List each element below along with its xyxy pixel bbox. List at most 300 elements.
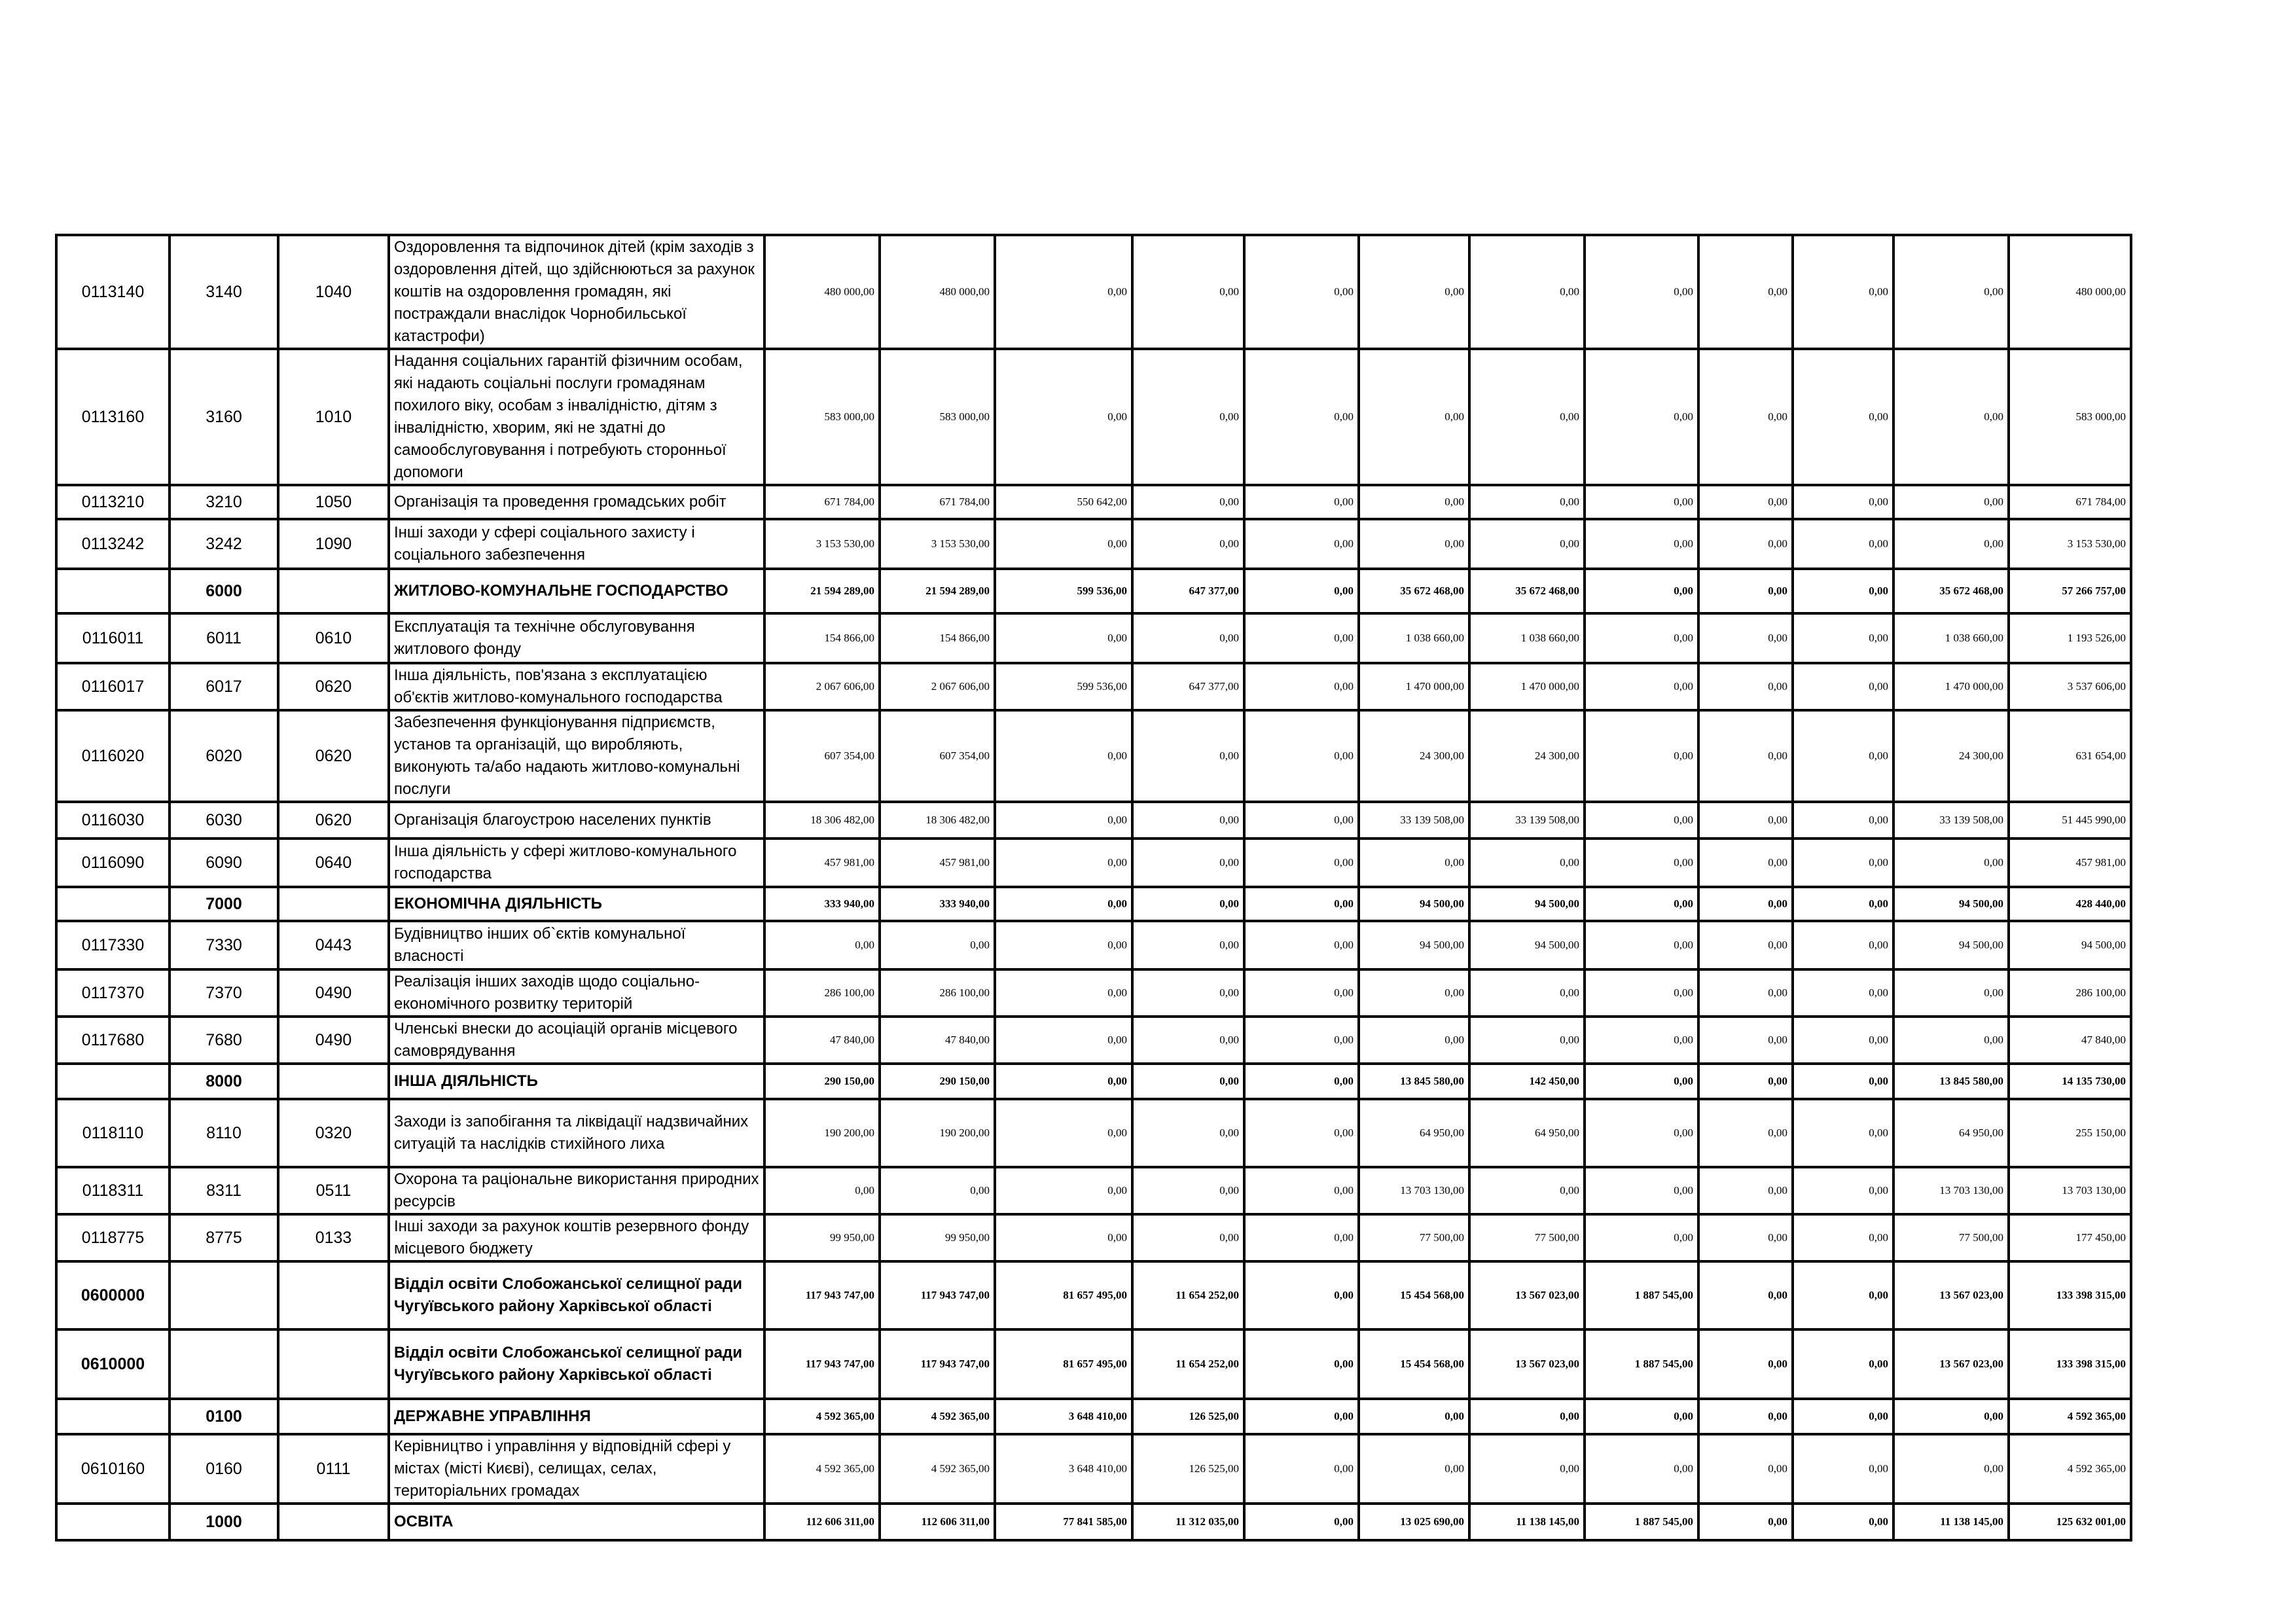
kfkvk-code-cell <box>278 1064 389 1099</box>
kfkvk-code-cell <box>278 887 389 921</box>
amount-cell: 0,00 <box>1793 613 1893 663</box>
kfkvk-code-cell <box>278 1399 389 1434</box>
amount-cell: 0,00 <box>1585 349 1698 485</box>
amount-cell: 81 657 495,00 <box>995 1261 1132 1329</box>
amount-cell: 0,00 <box>1585 1434 1698 1504</box>
kfk-code-cell: 1000 <box>170 1504 278 1540</box>
amount-cell: 0,00 <box>1359 1399 1469 1434</box>
amount-cell: 583 000,00 <box>2009 349 2131 485</box>
amount-cell: 64 950,00 <box>1469 1099 1585 1167</box>
kfkvk-code-cell <box>278 569 389 613</box>
amount-cell: 0,00 <box>1359 519 1469 569</box>
amount-cell: 117 943 747,00 <box>880 1261 995 1329</box>
amount-cell: 0,00 <box>1698 235 1793 349</box>
amount-cell: 117 943 747,00 <box>764 1329 880 1399</box>
amount-cell: 0,00 <box>1132 887 1244 921</box>
amount-cell: 94 500,00 <box>1359 921 1469 969</box>
amount-cell: 94 500,00 <box>1893 887 2009 921</box>
amount-cell: 0,00 <box>1132 613 1244 663</box>
amount-cell: 0,00 <box>1359 839 1469 887</box>
program-code-cell: 0116030 <box>56 802 170 839</box>
amount-cell: 51 445 990,00 <box>2009 802 2131 839</box>
amount-cell: 1 887 545,00 <box>1585 1261 1698 1329</box>
kfkvk-code-cell: 1010 <box>278 349 389 485</box>
kfkvk-code-cell <box>278 1504 389 1540</box>
amount-cell: 1 470 000,00 <box>1893 663 2009 710</box>
amount-cell: 0,00 <box>1793 839 1893 887</box>
amount-cell: 13 703 130,00 <box>2009 1167 2131 1214</box>
budget-table <box>55 234 2132 1542</box>
amount-cell: 125 632 001,00 <box>2009 1504 2131 1540</box>
table-row <box>56 569 2131 613</box>
program-name-cell: Інша діяльність, пов'язана з експлуатацією об'єктів житлово-комунального господарства <box>389 663 764 710</box>
program-name-cell: Інші заходи за рахунок коштів резервного фонду місцевого бюджету <box>389 1214 764 1261</box>
kfkvk-code-cell: 0490 <box>278 1017 389 1064</box>
amount-cell: 3 153 530,00 <box>764 519 880 569</box>
kfkvk-code-cell: 1050 <box>278 485 389 519</box>
amount-cell: 0,00 <box>1793 710 1893 802</box>
kfkvk-code-cell: 0511 <box>278 1167 389 1214</box>
amount-cell: 0,00 <box>995 969 1132 1017</box>
amount-cell: 457 981,00 <box>764 839 880 887</box>
amount-cell: 0,00 <box>1244 1064 1359 1099</box>
amount-cell: 1 887 545,00 <box>1585 1329 1698 1399</box>
kfkvk-code-cell <box>278 1329 389 1399</box>
amount-cell: 0,00 <box>1698 802 1793 839</box>
amount-cell: 13 567 023,00 <box>1469 1329 1585 1399</box>
program-code-cell <box>56 887 170 921</box>
amount-cell: 671 784,00 <box>764 485 880 519</box>
program-code-cell: 0610000 <box>56 1329 170 1399</box>
amount-cell: 0,00 <box>1793 349 1893 485</box>
kfkvk-code-cell: 1090 <box>278 519 389 569</box>
kfkvk-code-cell: 0620 <box>278 802 389 839</box>
amount-cell: 0,00 <box>1698 1064 1793 1099</box>
amount-cell: 3 537 606,00 <box>2009 663 2131 710</box>
amount-cell: 0,00 <box>1244 1504 1359 1540</box>
amount-cell: 0,00 <box>1793 1504 1893 1540</box>
amount-cell: 0,00 <box>1793 1261 1893 1329</box>
amount-cell: 290 150,00 <box>764 1064 880 1099</box>
amount-cell: 0,00 <box>995 887 1132 921</box>
amount-cell: 0,00 <box>1132 235 1244 349</box>
amount-cell: 0,00 <box>1244 802 1359 839</box>
amount-cell: 480 000,00 <box>2009 235 2131 349</box>
amount-cell: 0,00 <box>1793 1064 1893 1099</box>
amount-cell: 0,00 <box>1793 1329 1893 1399</box>
amount-cell: 0,00 <box>1244 235 1359 349</box>
kfkvk-code-cell <box>278 1261 389 1329</box>
amount-cell: 13 025 690,00 <box>1359 1504 1469 1540</box>
amount-cell: 0,00 <box>1585 802 1698 839</box>
amount-cell: 13 567 023,00 <box>1469 1261 1585 1329</box>
amount-cell: 0,00 <box>1698 839 1793 887</box>
kfkvk-code-cell: 0610 <box>278 613 389 663</box>
amount-cell: 0,00 <box>1893 349 2009 485</box>
amount-cell: 154 866,00 <box>880 613 995 663</box>
amount-cell: 0,00 <box>1698 1329 1793 1399</box>
amount-cell: 94 500,00 <box>1469 921 1585 969</box>
kfk-code-cell: 6000 <box>170 569 278 613</box>
amount-cell: 0,00 <box>1585 887 1698 921</box>
program-name-cell: Організація благоустрою населених пунктів <box>389 802 764 839</box>
amount-cell: 4 592 365,00 <box>2009 1434 2131 1504</box>
amount-cell: 126 525,00 <box>1132 1434 1244 1504</box>
program-code-cell: 0116090 <box>56 839 170 887</box>
amount-cell: 0,00 <box>1793 802 1893 839</box>
amount-cell: 0,00 <box>1793 1167 1893 1214</box>
amount-cell: 0,00 <box>1359 485 1469 519</box>
amount-cell: 0,00 <box>1793 485 1893 519</box>
kfk-code-cell: 6017 <box>170 663 278 710</box>
amount-cell: 0,00 <box>1244 839 1359 887</box>
amount-cell: 0,00 <box>880 1167 995 1214</box>
kfk-code-cell: 6011 <box>170 613 278 663</box>
amount-cell: 35 672 468,00 <box>1893 569 2009 613</box>
kfk-code-cell: 3160 <box>170 349 278 485</box>
program-code-cell <box>56 1064 170 1099</box>
amount-cell: 0,00 <box>1698 1214 1793 1261</box>
amount-cell: 142 450,00 <box>1469 1064 1585 1099</box>
amount-cell: 0,00 <box>1244 1329 1359 1399</box>
kfkvk-code-cell: 0640 <box>278 839 389 887</box>
amount-cell: 607 354,00 <box>764 710 880 802</box>
amount-cell: 0,00 <box>1585 1399 1698 1434</box>
table-row <box>56 235 2131 349</box>
kfk-code-cell: 6030 <box>170 802 278 839</box>
amount-cell: 0,00 <box>995 1017 1132 1064</box>
table-row <box>56 839 2131 887</box>
kfk-code-cell: 3140 <box>170 235 278 349</box>
kfkvk-code-cell: 0111 <box>278 1434 389 1504</box>
amount-cell: 13 703 130,00 <box>1359 1167 1469 1214</box>
amount-cell: 0,00 <box>1132 1214 1244 1261</box>
amount-cell: 11 312 035,00 <box>1132 1504 1244 1540</box>
amount-cell: 15 454 568,00 <box>1359 1329 1469 1399</box>
kfk-code-cell: 6090 <box>170 839 278 887</box>
amount-cell: 647 377,00 <box>1132 569 1244 613</box>
kfkvk-code-cell: 1040 <box>278 235 389 349</box>
amount-cell: 0,00 <box>1244 921 1359 969</box>
amount-cell: 0,00 <box>1698 1434 1793 1504</box>
amount-cell: 0,00 <box>1132 802 1244 839</box>
amount-cell: 77 500,00 <box>1359 1214 1469 1261</box>
amount-cell: 0,00 <box>1585 1064 1698 1099</box>
amount-cell: 0,00 <box>995 613 1132 663</box>
table-row <box>56 1504 2131 1540</box>
amount-cell: 333 940,00 <box>880 887 995 921</box>
amount-cell: 2 067 606,00 <box>764 663 880 710</box>
amount-cell: 0,00 <box>1244 613 1359 663</box>
amount-cell: 13 567 023,00 <box>1893 1261 2009 1329</box>
amount-cell: 0,00 <box>1244 1167 1359 1214</box>
amount-cell: 1 038 660,00 <box>1469 613 1585 663</box>
amount-cell: 0,00 <box>1244 1214 1359 1261</box>
table-row <box>56 663 2131 710</box>
table-row <box>56 1099 2131 1167</box>
amount-cell: 154 866,00 <box>764 613 880 663</box>
amount-cell: 290 150,00 <box>880 1064 995 1099</box>
kfk-code-cell: 7000 <box>170 887 278 921</box>
amount-cell: 133 398 315,00 <box>2009 1261 2131 1329</box>
amount-cell: 11 138 145,00 <box>1893 1504 2009 1540</box>
kfkvk-code-cell: 0620 <box>278 710 389 802</box>
kfk-code-cell: 8311 <box>170 1167 278 1214</box>
amount-cell: 47 840,00 <box>764 1017 880 1064</box>
amount-cell: 0,00 <box>1244 663 1359 710</box>
amount-cell: 0,00 <box>995 1099 1132 1167</box>
amount-cell: 133 398 315,00 <box>2009 1329 2131 1399</box>
amount-cell: 24 300,00 <box>1469 710 1585 802</box>
kfk-code-cell: 8775 <box>170 1214 278 1261</box>
amount-cell: 0,00 <box>1585 1099 1698 1167</box>
program-code-cell: 0118775 <box>56 1214 170 1261</box>
amount-cell: 0,00 <box>1469 235 1585 349</box>
program-code-cell: 0113210 <box>56 485 170 519</box>
amount-cell: 0,00 <box>1244 1261 1359 1329</box>
amount-cell: 0,00 <box>1244 1017 1359 1064</box>
table-row <box>56 1017 2131 1064</box>
amount-cell: 631 654,00 <box>2009 710 2131 802</box>
amount-cell: 333 940,00 <box>764 887 880 921</box>
kfk-code-cell: 0160 <box>170 1434 278 1504</box>
program-name-cell: Інша діяльність у сфері житлово-комунального господарства <box>389 839 764 887</box>
amount-cell: 190 200,00 <box>880 1099 995 1167</box>
amount-cell: 0,00 <box>1793 1434 1893 1504</box>
amount-cell: 64 950,00 <box>1359 1099 1469 1167</box>
amount-cell: 286 100,00 <box>764 969 880 1017</box>
amount-cell: 24 300,00 <box>1893 710 2009 802</box>
amount-cell: 4 592 365,00 <box>880 1399 995 1434</box>
amount-cell: 0,00 <box>995 235 1132 349</box>
table-row <box>56 1167 2131 1214</box>
kfk-code-cell <box>170 1329 278 1399</box>
amount-cell: 0,00 <box>1698 1167 1793 1214</box>
amount-cell: 99 950,00 <box>880 1214 995 1261</box>
amount-cell: 0,00 <box>1359 969 1469 1017</box>
amount-cell: 480 000,00 <box>880 235 995 349</box>
amount-cell: 2 067 606,00 <box>880 663 995 710</box>
amount-cell: 0,00 <box>995 710 1132 802</box>
amount-cell: 0,00 <box>1698 485 1793 519</box>
amount-cell: 0,00 <box>1698 569 1793 613</box>
amount-cell: 126 525,00 <box>1132 1399 1244 1434</box>
amount-cell: 1 470 000,00 <box>1469 663 1585 710</box>
amount-cell: 0,00 <box>1698 887 1793 921</box>
amount-cell: 0,00 <box>1585 519 1698 569</box>
amount-cell: 0,00 <box>1469 969 1585 1017</box>
amount-cell: 33 139 508,00 <box>1893 802 2009 839</box>
amount-cell: 3 648 410,00 <box>995 1399 1132 1434</box>
table-body <box>56 235 2131 1540</box>
program-name-cell: Охорона та раціональне використання природних ресурсів <box>389 1167 764 1214</box>
amount-cell: 0,00 <box>1585 485 1698 519</box>
amount-cell: 33 139 508,00 <box>1359 802 1469 839</box>
table-row <box>56 485 2131 519</box>
amount-cell: 0,00 <box>1244 710 1359 802</box>
amount-cell: 550 642,00 <box>995 485 1132 519</box>
amount-cell: 0,00 <box>1132 710 1244 802</box>
amount-cell: 0,00 <box>1469 485 1585 519</box>
amount-cell: 13 845 580,00 <box>1893 1064 2009 1099</box>
kfk-code-cell: 7680 <box>170 1017 278 1064</box>
table-row <box>56 710 2131 802</box>
amount-cell: 0,00 <box>1132 969 1244 1017</box>
table-row <box>56 613 2131 663</box>
amount-cell: 0,00 <box>1132 1017 1244 1064</box>
program-code-cell: 0610160 <box>56 1434 170 1504</box>
amount-cell: 1 887 545,00 <box>1585 1504 1698 1540</box>
program-code-cell: 0113140 <box>56 235 170 349</box>
kfk-code-cell: 6020 <box>170 710 278 802</box>
amount-cell: 0,00 <box>1359 349 1469 485</box>
program-name-cell: ДЕРЖАВНЕ УПРАВЛІННЯ <box>389 1399 764 1434</box>
amount-cell: 0,00 <box>1132 485 1244 519</box>
amount-cell: 0,00 <box>1132 839 1244 887</box>
kfk-code-cell: 0100 <box>170 1399 278 1434</box>
amount-cell: 94 500,00 <box>1893 921 2009 969</box>
amount-cell: 0,00 <box>1132 1167 1244 1214</box>
amount-cell: 0,00 <box>1793 569 1893 613</box>
amount-cell: 0,00 <box>1244 887 1359 921</box>
amount-cell: 0,00 <box>1698 613 1793 663</box>
amount-cell: 0,00 <box>1132 921 1244 969</box>
table-row <box>56 1064 2131 1099</box>
amount-cell: 0,00 <box>1793 663 1893 710</box>
amount-cell: 607 354,00 <box>880 710 995 802</box>
amount-cell: 0,00 <box>1793 1099 1893 1167</box>
amount-cell: 0,00 <box>1469 1167 1585 1214</box>
program-name-cell: Оздоровлення та відпочинок дітей (крім заходів з оздоровлення дітей, що здійснюються за рахунок коштів на оздоровлення громадян, які постраждали внаслідок Чорнобильської катастрофи) <box>389 235 764 349</box>
amount-cell: 94 500,00 <box>1359 887 1469 921</box>
amount-cell: 18 306 482,00 <box>880 802 995 839</box>
amount-cell: 1 038 660,00 <box>1893 613 2009 663</box>
program-name-cell: Заходи із запобігання та ліквідації надзвичайних ситуацій та наслідків стихійного лиха <box>389 1099 764 1167</box>
amount-cell: 0,00 <box>1244 519 1359 569</box>
amount-cell: 0,00 <box>1793 1399 1893 1434</box>
amount-cell: 18 306 482,00 <box>764 802 880 839</box>
amount-cell: 112 606 311,00 <box>880 1504 995 1540</box>
amount-cell: 13 567 023,00 <box>1893 1329 2009 1399</box>
amount-cell: 0,00 <box>995 921 1132 969</box>
program-code-cell: 0116011 <box>56 613 170 663</box>
amount-cell: 0,00 <box>1244 349 1359 485</box>
amount-cell: 0,00 <box>995 1064 1132 1099</box>
kfkvk-code-cell: 0320 <box>278 1099 389 1167</box>
program-name-cell: Надання соціальних гарантій фізичним особам, які надають соціальні послуги громадянам похилого віку, особам з інвалідністю, дітям з інвалідністю, хворим, які не здатні до самообслуговування і потребують сторонньої допомоги <box>389 349 764 485</box>
program-code-cell <box>56 1504 170 1540</box>
amount-cell: 0,00 <box>1793 887 1893 921</box>
kfk-code-cell: 7370 <box>170 969 278 1017</box>
amount-cell: 0,00 <box>1585 569 1698 613</box>
table-row <box>56 1329 2131 1399</box>
amount-cell: 11 654 252,00 <box>1132 1261 1244 1329</box>
amount-cell: 3 648 410,00 <box>995 1434 1132 1504</box>
amount-cell: 0,00 <box>764 921 880 969</box>
amount-cell: 0,00 <box>1132 1064 1244 1099</box>
amount-cell: 77 500,00 <box>1469 1214 1585 1261</box>
table-row <box>56 802 2131 839</box>
amount-cell: 0,00 <box>1132 519 1244 569</box>
amount-cell: 0,00 <box>1585 969 1698 1017</box>
amount-cell: 21 594 289,00 <box>880 569 995 613</box>
table-row <box>56 921 2131 969</box>
program-code-cell: 0118110 <box>56 1099 170 1167</box>
program-name-cell: ОСВІТА <box>389 1504 764 1540</box>
amount-cell: 0,00 <box>1585 1214 1698 1261</box>
amount-cell: 583 000,00 <box>764 349 880 485</box>
program-code-cell: 0117370 <box>56 969 170 1017</box>
amount-cell: 177 450,00 <box>2009 1214 2131 1261</box>
amount-cell: 77 841 585,00 <box>995 1504 1132 1540</box>
amount-cell: 15 454 568,00 <box>1359 1261 1469 1329</box>
amount-cell: 4 592 365,00 <box>764 1399 880 1434</box>
amount-cell: 0,00 <box>1585 921 1698 969</box>
program-name-cell: Відділ освіти Слобожанської селищної ради Чугуївського району Харківської області <box>389 1261 764 1329</box>
kfk-code-cell: 7330 <box>170 921 278 969</box>
amount-cell: 0,00 <box>995 839 1132 887</box>
amount-cell: 0,00 <box>1359 1434 1469 1504</box>
amount-cell: 0,00 <box>1359 235 1469 349</box>
amount-cell: 13 845 580,00 <box>1359 1064 1469 1099</box>
amount-cell: 11 138 145,00 <box>1469 1504 1585 1540</box>
program-code-cell <box>56 1399 170 1434</box>
program-code-cell: 0116020 <box>56 710 170 802</box>
amount-cell: 0,00 <box>1698 710 1793 802</box>
amount-cell: 3 153 530,00 <box>2009 519 2131 569</box>
amount-cell: 428 440,00 <box>2009 887 2131 921</box>
amount-cell: 57 266 757,00 <box>2009 569 2131 613</box>
program-code-cell: 0113160 <box>56 349 170 485</box>
table-row <box>56 969 2131 1017</box>
amount-cell: 0,00 <box>1585 1017 1698 1064</box>
amount-cell: 1 193 526,00 <box>2009 613 2131 663</box>
amount-cell: 33 139 508,00 <box>1469 802 1585 839</box>
amount-cell: 0,00 <box>1698 1504 1793 1540</box>
amount-cell: 0,00 <box>1698 349 1793 485</box>
program-code-cell: 0116017 <box>56 663 170 710</box>
amount-cell: 0,00 <box>1793 921 1893 969</box>
program-name-cell: Керівництво і управління у відповідній сфері у містах (місті Києві), селищах, селах, територіальних громадах <box>389 1434 764 1504</box>
amount-cell: 0,00 <box>1698 969 1793 1017</box>
amount-cell: 0,00 <box>1132 349 1244 485</box>
program-code-cell: 0600000 <box>56 1261 170 1329</box>
amount-cell: 0,00 <box>1244 1399 1359 1434</box>
amount-cell: 35 672 468,00 <box>1359 569 1469 613</box>
table-row <box>56 349 2131 485</box>
amount-cell: 0,00 <box>1585 839 1698 887</box>
amount-cell: 0,00 <box>1893 519 2009 569</box>
amount-cell: 47 840,00 <box>880 1017 995 1064</box>
amount-cell: 0,00 <box>1469 1399 1585 1434</box>
amount-cell: 0,00 <box>1793 1017 1893 1064</box>
table-row <box>56 887 2131 921</box>
amount-cell: 0,00 <box>1793 519 1893 569</box>
amount-cell: 11 654 252,00 <box>1132 1329 1244 1399</box>
amount-cell: 0,00 <box>1585 1167 1698 1214</box>
amount-cell: 0,00 <box>1585 663 1698 710</box>
amount-cell: 0,00 <box>1698 1099 1793 1167</box>
amount-cell: 0,00 <box>1793 969 1893 1017</box>
amount-cell: 0,00 <box>1893 1017 2009 1064</box>
program-name-cell: Відділ освіти Слобожанської селищної ради Чугуївського району Харківської області <box>389 1329 764 1399</box>
program-name-cell: Будівництво інших об`єктів комунальної власності <box>389 921 764 969</box>
amount-cell: 190 200,00 <box>764 1099 880 1167</box>
kfk-code-cell: 8110 <box>170 1099 278 1167</box>
amount-cell: 0,00 <box>995 349 1132 485</box>
table-row <box>56 1399 2131 1434</box>
amount-cell: 0,00 <box>1893 839 2009 887</box>
